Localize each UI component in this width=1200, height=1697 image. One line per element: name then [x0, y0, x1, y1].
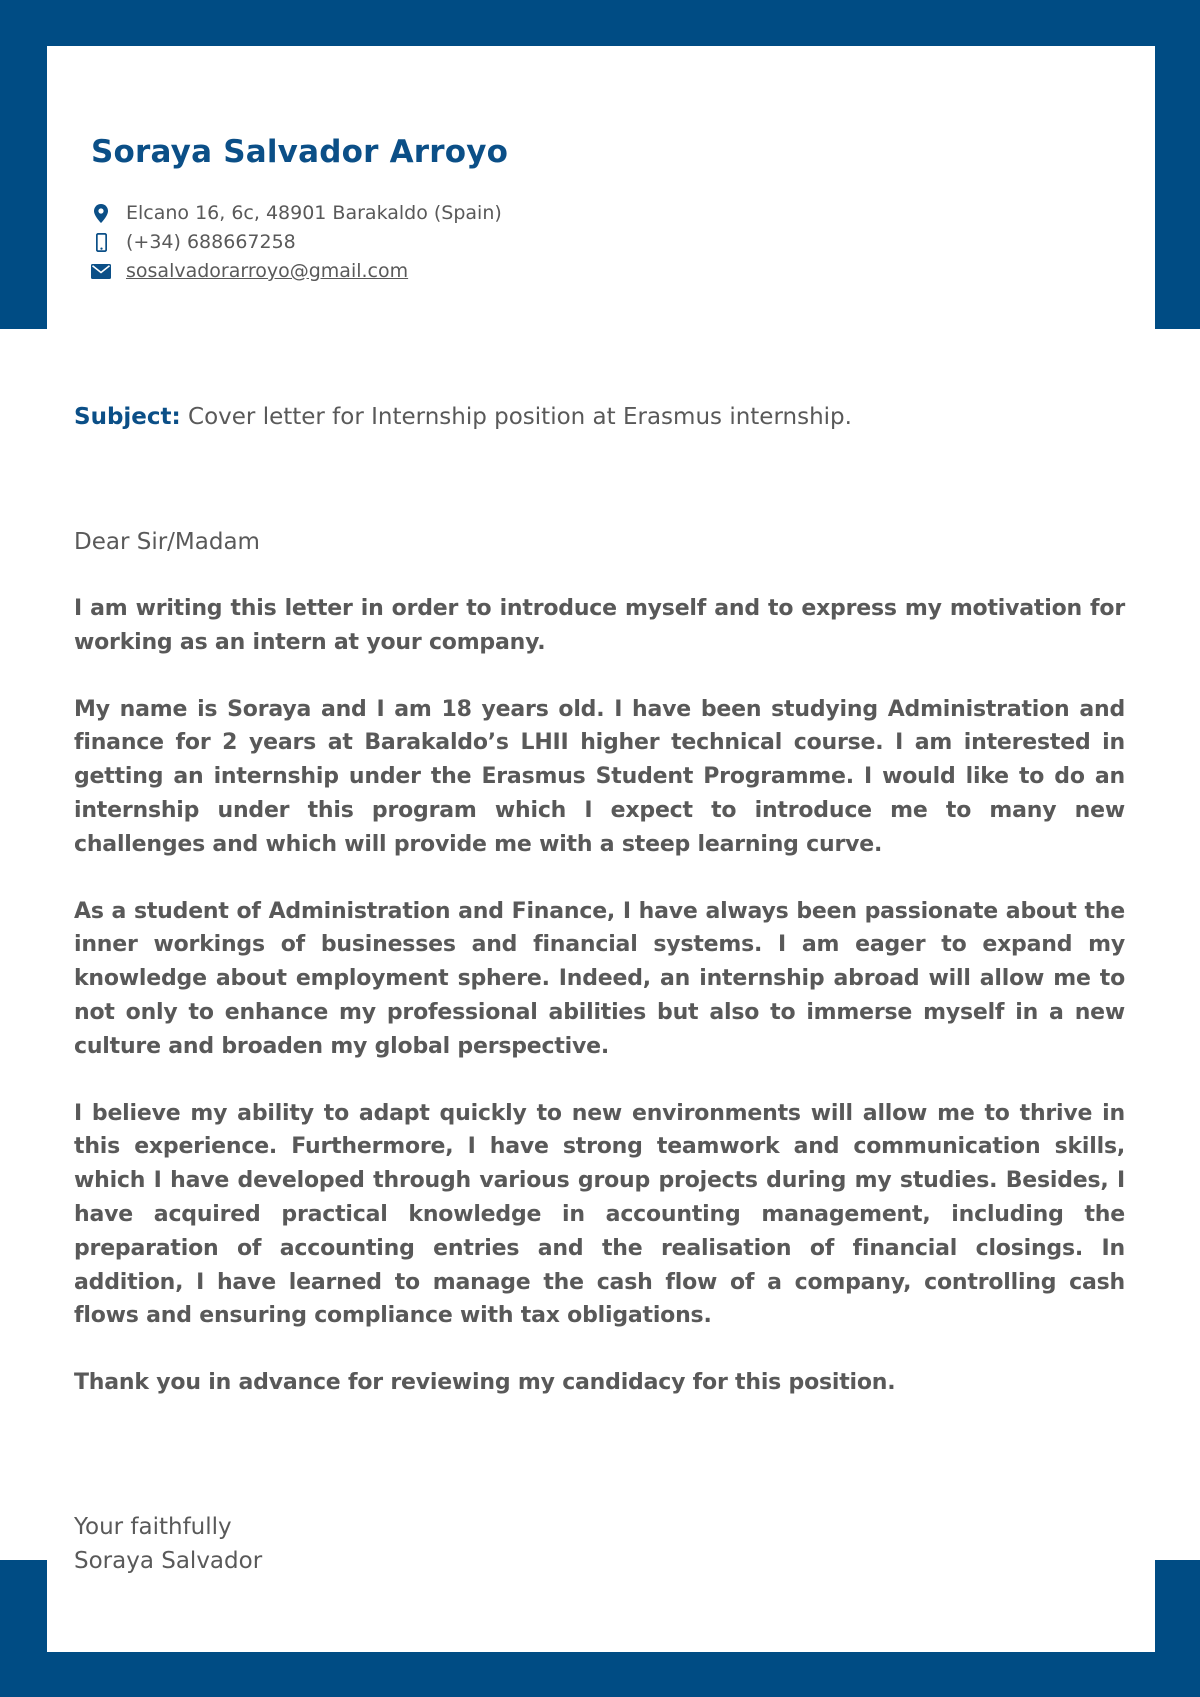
- closing-block: [74, 1510, 262, 1578]
- signature-name: Soraya Salvador: [74, 1548, 263, 1574]
- paragraph-background: My name is Soraya and I am 18 years old. I have been studying Administration and finance for 2 years at Barakaldo’s LHII higher technical course. I am interested in getting an internship under the Erasmus Student Programme. I would like to do an internship under this program which I expect to introduce me to many new challenges and which will provide me with a steep learning curve.: [74, 696, 1125, 857]
- paragraph-thanks: Thank you in advance for reviewing my candidacy for this position.: [74, 1370, 896, 1396]
- contact-address-row: [91, 199, 502, 228]
- contact-email-row: [91, 257, 502, 286]
- subject-text: Cover letter for Internship position at Erasmus internship.: [188, 404, 852, 430]
- closing-phrase: Your faithfully: [74, 1514, 232, 1540]
- subject-label: Subject:: [74, 404, 181, 430]
- subject-line: [74, 404, 852, 430]
- applicant-name: Soraya Salvador Arroyo: [91, 134, 509, 170]
- contact-block: [91, 199, 502, 286]
- greeting: Dear Sir/Madam: [74, 529, 260, 555]
- contact-address: Elcano 16, 6c, 48901 Barakaldo (Spain): [126, 202, 502, 224]
- contact-phone: (+34) 688667258: [126, 231, 296, 253]
- letter-body: [74, 592, 1125, 1433]
- contact-email-link[interactable]: sosalvadorarroyo@gmail.com: [126, 260, 409, 282]
- mobile-phone-icon: [91, 233, 111, 253]
- paragraph-skills: I believe my ability to adapt quickly to new environments will allow me to thrive in this experience. Furthermore, I have strong teamwork and communication skills, which I have developed through various group projects during my studies. Besides, I have acquired practical knowledge in accounting management, including the preparation of accounting entries and the realisation of financial closings. In addition, I have learned to manage the cash flow of a company, controlling cash flows and ensuring compliance with tax obligations.: [74, 1100, 1125, 1329]
- contact-phone-row: [91, 228, 502, 257]
- header-panel: [47, 46, 1155, 329]
- paragraph-motivation: As a student of Administration and Finance, I have always been passionate about the inner workings of businesses and financial systems. I am eager to expand my knowledge about employment sphere. Indeed, an internship abroad will allow me to not only to enhance my professional abilities but also to immerse myself in a new culture and broaden my global perspective.: [74, 898, 1125, 1059]
- map-pin-icon: [91, 204, 111, 224]
- envelope-icon: [91, 262, 111, 282]
- paragraph-intro: I am writing this letter in order to introduce myself and to express my motivation for working as an intern at your company.: [74, 596, 1125, 655]
